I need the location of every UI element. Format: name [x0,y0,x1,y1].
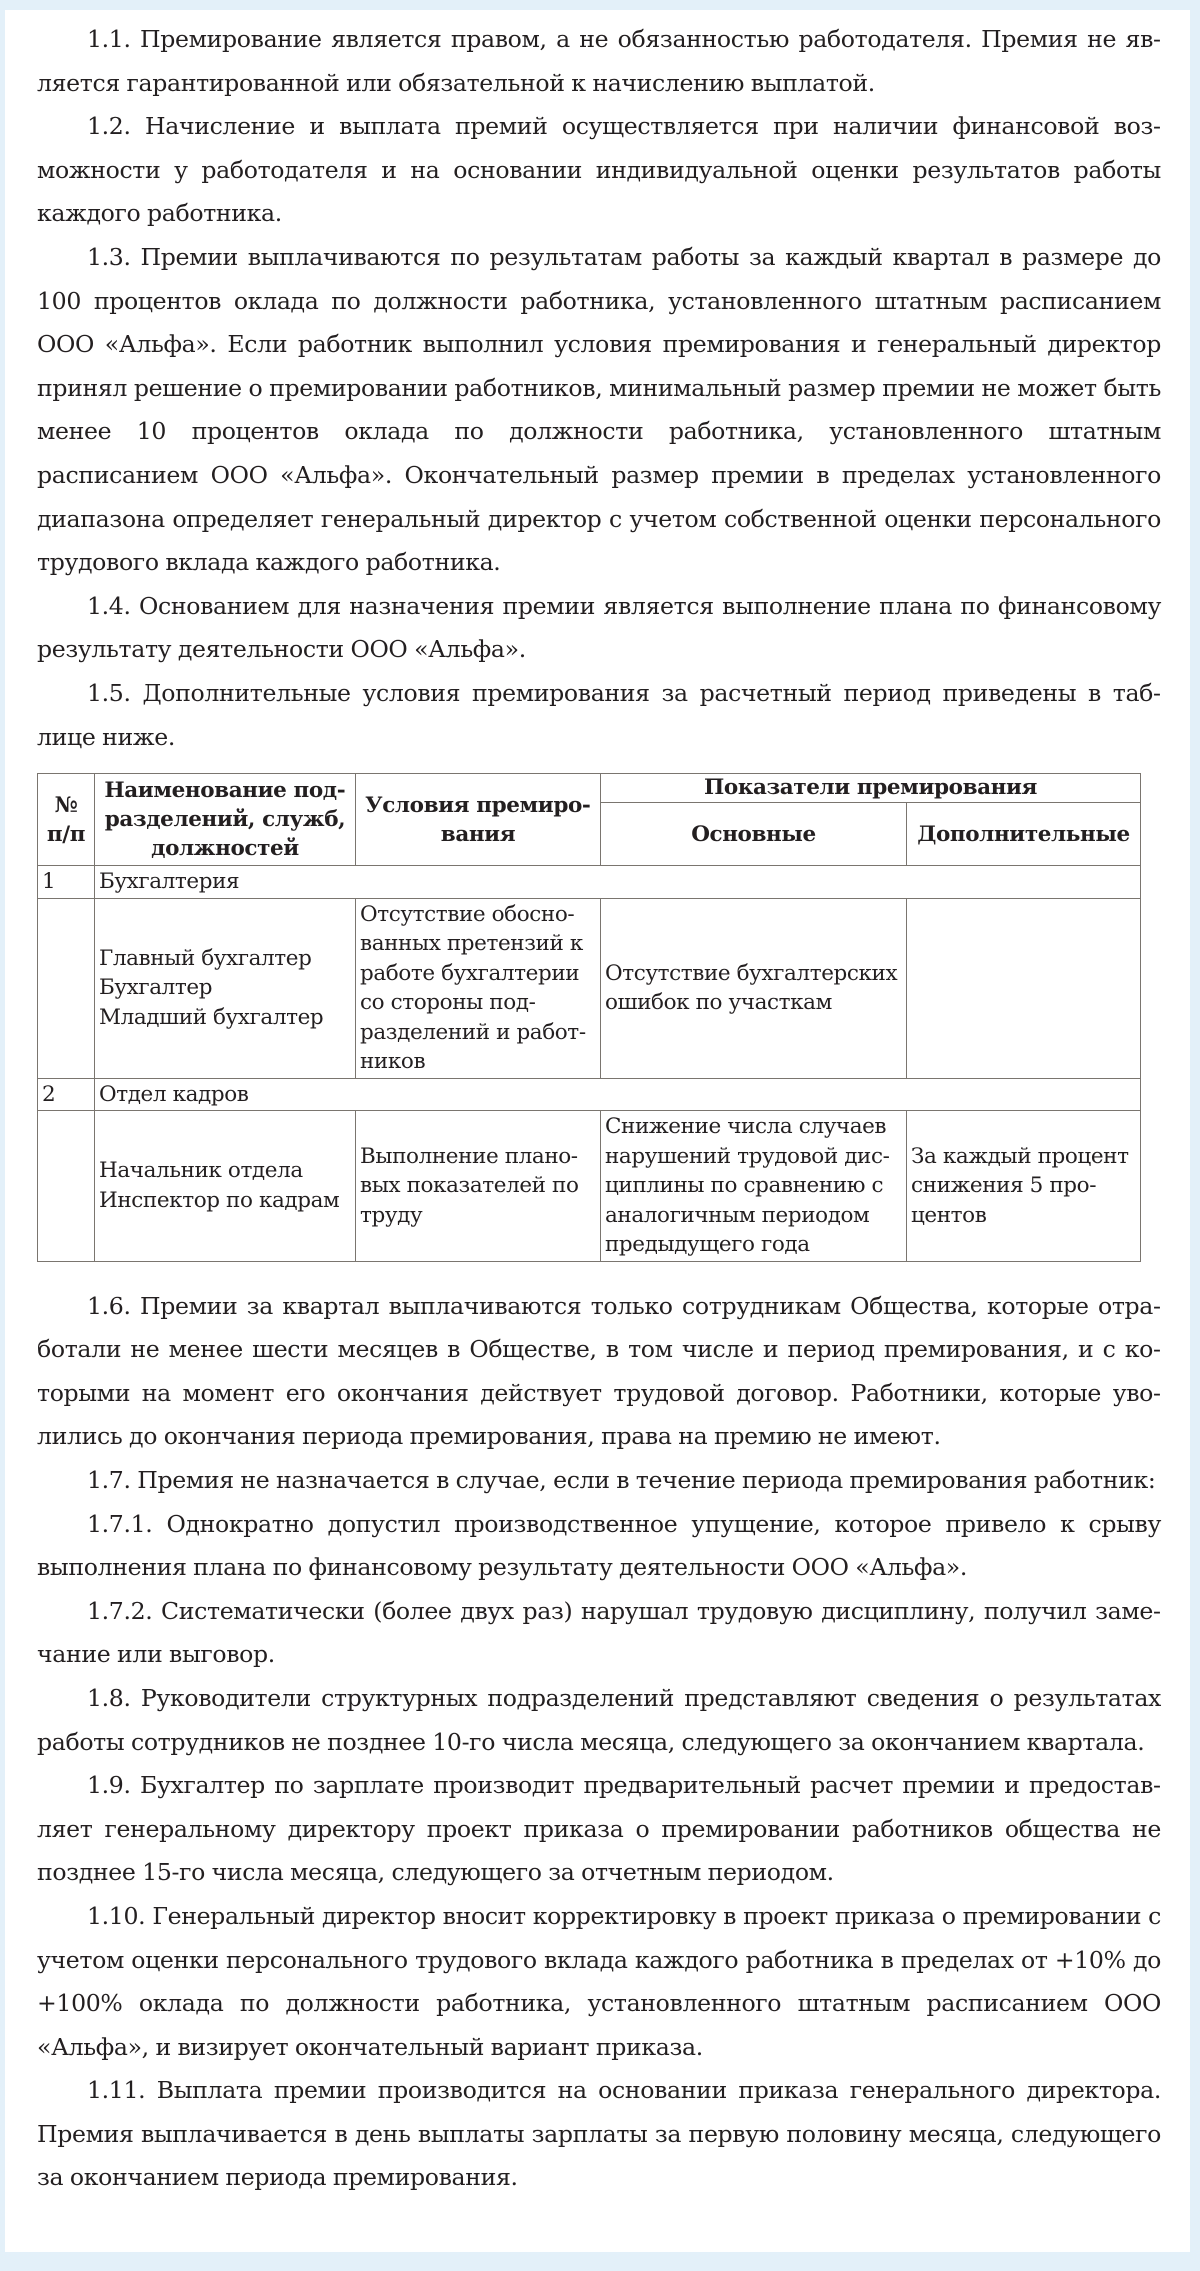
group-title: Бухгалтерия [95,866,1141,899]
paragraph-1-2: 1.2. Начисление и выплата премий осуществляется при наличии финансовой возможности у работодателя и на основании индивидуальной оценки результатов работы каждого работника. [37,112,1161,228]
group-number: 2 [38,1078,95,1111]
paragraph-1-8: 1.8. Руководители структурных подразделений представляют сведения о результатах работы сотрудников не позднее 10-го числа месяца, следующего за окончанием квартала. [37,1683,1161,1756]
table-group-row [38,866,1141,899]
paragraph-1-7: 1.7. Премия не назначается в случае, если в течение периода премирования работник: [87,1465,1156,1494]
header-number: № п/п [38,774,95,866]
paragraph-1-6: 1.6. Премии за квартал выплачиваются только сотрудникам Общества, которые отработали не менее шести месяцев в Обществе, в том числе и период премирования, и с которыми на момент его окончания действует трудовой договор. Работники, которые уволились до окончания периода премирования, права на премию не имеют. [37,1291,1161,1451]
header-indicators-group: Показатели премирования [601,774,1141,803]
paragraph-1-5: 1.5. Дополнительные условия премирования за расчетный период приведены в таблице ниже. [37,678,1161,751]
additional-indicator-cell [907,898,1141,1078]
paragraph-1-3: 1.3. Премии выплачиваются по результатам работы за каждый квартал в размере до 100 процентов оклада по должности работника, установленного штатным расписанием ООО «Альфа». Если работник выполнил условия премирования и генеральный директор принял решение о премировании работников, минимальный размер премии не может быть менее 10 процентов оклада по должности работника, установленного штатным расписанием ООО «Альфа». Окончательный размер премии в пределах установленного диапазона определяет генеральный директор с учетом собственной оценки персонального трудового вклада каждого работника. [37,242,1161,577]
row-number-empty [38,1111,95,1262]
document-content [37,18,1161,2200]
row-number-empty [38,898,95,1078]
header-conditions: Условия премирования [356,774,601,866]
paragraphs-after-table [37,1285,1161,2200]
positions-cell [95,1111,356,1262]
header-main: Основные [601,803,907,866]
positions-cell [95,898,356,1078]
paragraph-1-10: 1.10. Генеральный директор вносит корректировку в проект приказа о премировании с учетом оценки персонального трудового вклада каждого работника в пределах от +10% до +100% оклада по должности работника, установленного штатным расписанием ООО «Альфа», и визирует окончательный вариант приказа. [37,1901,1161,2061]
conditions-cell: Выполнение плановых показателей по труду [356,1111,601,1262]
main-indicator-cell: Отсутствие бухгалтерских ошибок по участкам [601,898,907,1078]
header-name: Наименование подразделений, служб, должностей [95,774,356,866]
main-indicator-cell: Снижение числа случаев нарушений трудовой дисциплины по сравнению с аналогичным периодом предыдущего года [601,1111,907,1262]
paragraph-1-1: 1.1. Премирование является правом, а не обязанностью работодателя. Премия не является гарантированной или обязательной к начислению выплатой. [37,25,1161,97]
document-page [5,10,1190,2252]
paragraph-1-11: 1.11. Выплата премии производится на основании приказа генерального директора. Премия выплачивается в день выплаты зарплаты за первую половину месяца, следующего за окончанием периода премирования. [37,2076,1161,2192]
bonus-conditions-table [37,773,1141,1262]
table-header-row [38,774,1141,803]
position-item: Главный бухгалтер [99,945,312,971]
table-row [38,898,1141,1078]
position-item: Инспектор по кадрам [99,1187,340,1213]
position-item: Бухгалтер [99,975,213,1001]
table-group-row [38,1078,1141,1111]
additional-indicator-cell: За каждый процент снижения 5 процентов [907,1111,1141,1262]
group-title: Отдел кадров [95,1078,1141,1111]
paragraph-1-7-1: 1.7.1. Однократно допустил производственное упущение, которое привело к срыву выполнения плана по финансовому результату деятельности ООО «Альфа». [37,1509,1161,1582]
position-item: Начальник отдела [99,1158,303,1184]
group-number: 1 [38,866,95,899]
table-row [38,1111,1141,1262]
paragraph-1-9: 1.9. Бухгалтер по зарплате производит предварительный расчет премии и предоставляет генеральному директору проект приказа о премировании работников общества не позднее 15-го числа месяца, следующего за отчетным периодом. [37,1771,1161,1887]
paragraph-1-7-2: 1.7.2. Систематически (более двух раз) нарушал трудовую дисциплину, получил замечание или выговор. [37,1596,1161,1669]
header-additional: Дополнительные [907,803,1141,866]
paragraph-1-4: 1.4. Основанием для назначения премии является выполнение плана по финансовому результату деятельности ООО «Альфа». [37,591,1161,664]
conditions-cell: Отсутствие обоснованных претензий к работе бухгалтерии со стороны подразделений и работников [356,898,601,1078]
position-item: Младший бухгалтер [99,1004,324,1030]
